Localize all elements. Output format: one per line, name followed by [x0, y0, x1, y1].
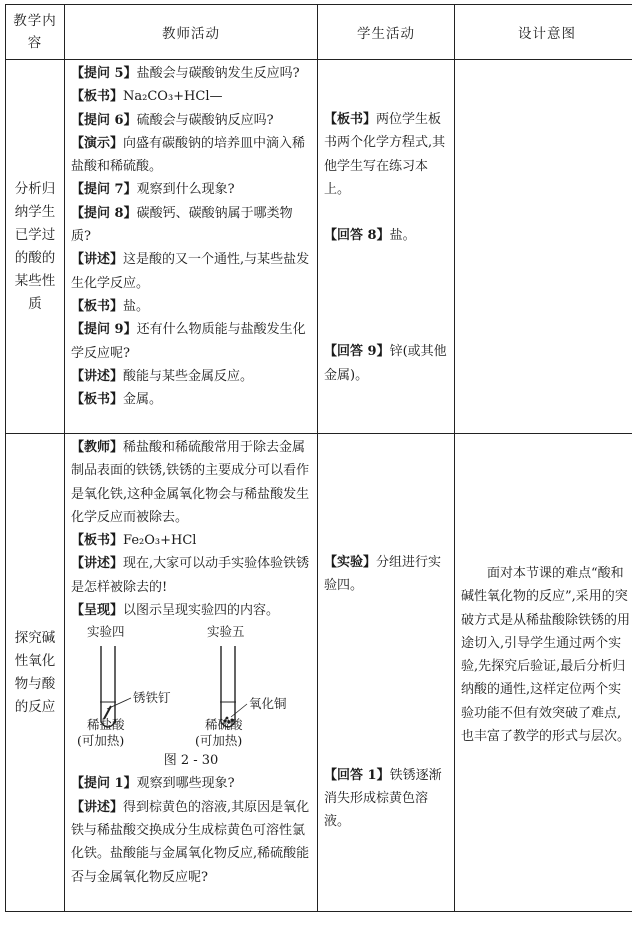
section-1-intent: [455, 60, 632, 434]
teacher-line: 【提问 6】硫酸会与碳酸钠反应吗?: [71, 112, 274, 128]
teacher-line: 【板书】Fe₂O₃+HCl: [71, 533, 197, 549]
lesson-plan-table: [5, 4, 632, 912]
student-line: 【板书】两位学生板书两个化学方程式,其他学生写在练习本上。: [324, 112, 446, 197]
exp5-object-label: 氧化铜: [249, 696, 287, 712]
student-line: 【回答 9】锌(或其他金属)。: [324, 344, 447, 383]
section-2-student: [318, 434, 455, 912]
exp5-title: 实验五: [207, 624, 245, 640]
header-content: 教学内容: [6, 5, 65, 60]
teacher-line: 【提问 7】观察到什么现象?: [71, 182, 235, 198]
teacher-line: 【板书】Na₂CO₃+HCl—: [71, 89, 223, 105]
teacher-line: 【板书】金属。: [71, 392, 163, 408]
student-line: 【回答 1】铁锈逐渐消失形成棕黄色溶液。: [324, 767, 442, 830]
exp4-heat-note: (可加热): [77, 733, 125, 749]
teacher-line: 【提问 8】碳酸钙、碳酸钠属于哪类物质?: [71, 205, 293, 245]
student-line: 【回答 8】盐。: [324, 228, 416, 244]
exp5-heat-note: (可加热): [195, 733, 243, 749]
teacher-line: 【提问 9】还有什么物质能与盐酸发生化学反应呢?: [71, 322, 306, 361]
experiment-figure: [71, 624, 311, 750]
exp4-acid-label: 稀盐酸: [87, 717, 125, 733]
section-2-content: 探究碱性氧化物与酸的反应: [6, 434, 65, 912]
teacher-line: 【演示】向盛有碳酸钠的培养皿中滴入稀盐酸和稀硫酸。: [71, 135, 306, 175]
teacher-line: 【讲述】酸能与某些金属反应。: [71, 368, 254, 384]
test-tube-2: [221, 646, 235, 727]
teacher-line: 【提问 1】观察到哪些现象?: [71, 776, 235, 792]
exp4-title: 实验四: [87, 624, 125, 640]
teacher-line: 【板书】盐。: [71, 298, 150, 314]
teacher-line: 【呈现】以图示呈现实验四的内容。: [71, 603, 280, 619]
exp4-object-label: 锈铁钉: [133, 690, 171, 706]
section-2-row: [6, 434, 632, 912]
teacher-line: 【讲述】这是酸的又一个通性,与某些盐发生化学反应。: [71, 252, 310, 291]
section-2-intent: 面对本节课的难点“酸和碱性氧化物的反应”,采用的突破方式是从稀盐酸除铁锈的用途切入,引导学生通过两个实验,先探究后验证,最后分析归纳酸的通性,这样定位两个实验功能不但有效突破了难点,也丰富了教学的形式与层次。: [455, 434, 632, 912]
section-1-content: 分析归纳学生已学过的酸的某些性质: [6, 60, 65, 434]
section-1-teacher: [65, 60, 318, 434]
test-tube-1: [101, 646, 115, 727]
figure-caption: 图 2 - 30: [163, 753, 219, 769]
section-1-row: [6, 60, 632, 434]
section-1-student: [318, 60, 455, 434]
teacher-line: 【讲述】现在,大家可以动手实验体验铁锈是怎样被除去的!: [71, 556, 310, 595]
teacher-line: 【教师】稀盐酸和稀硫酸常用于除去金属制品表面的铁锈,铁锈的主要成分可以看作是氧化铁,这种金属氧化物会与稀盐酸发生化学反应而被除去。: [71, 440, 310, 525]
header-student: 学生活动: [318, 5, 455, 60]
student-line: 【实验】分组进行实验四。: [324, 555, 442, 594]
header-row: [6, 5, 632, 60]
teacher-line: 【提问 5】盐酸会与碳酸钠发生反应吗?: [71, 66, 300, 81]
pointer-line-1: [107, 698, 131, 709]
header-teacher: 教师活动: [65, 5, 318, 60]
pointer-line-2: [231, 704, 247, 717]
section-2-teacher: [65, 434, 318, 912]
exp5-acid-label: 稀硫酸: [205, 717, 243, 733]
teacher-line: 【讲述】得到棕黄色的溶液,其原因是氧化铁与稀盐酸交换成分生成棕黄色可溶性氯化铁。盐酸能与金属氧化物反应,稀硫酸能否与金属氧化物反应呢?: [71, 799, 310, 885]
header-intent: 设计意图: [455, 5, 632, 60]
